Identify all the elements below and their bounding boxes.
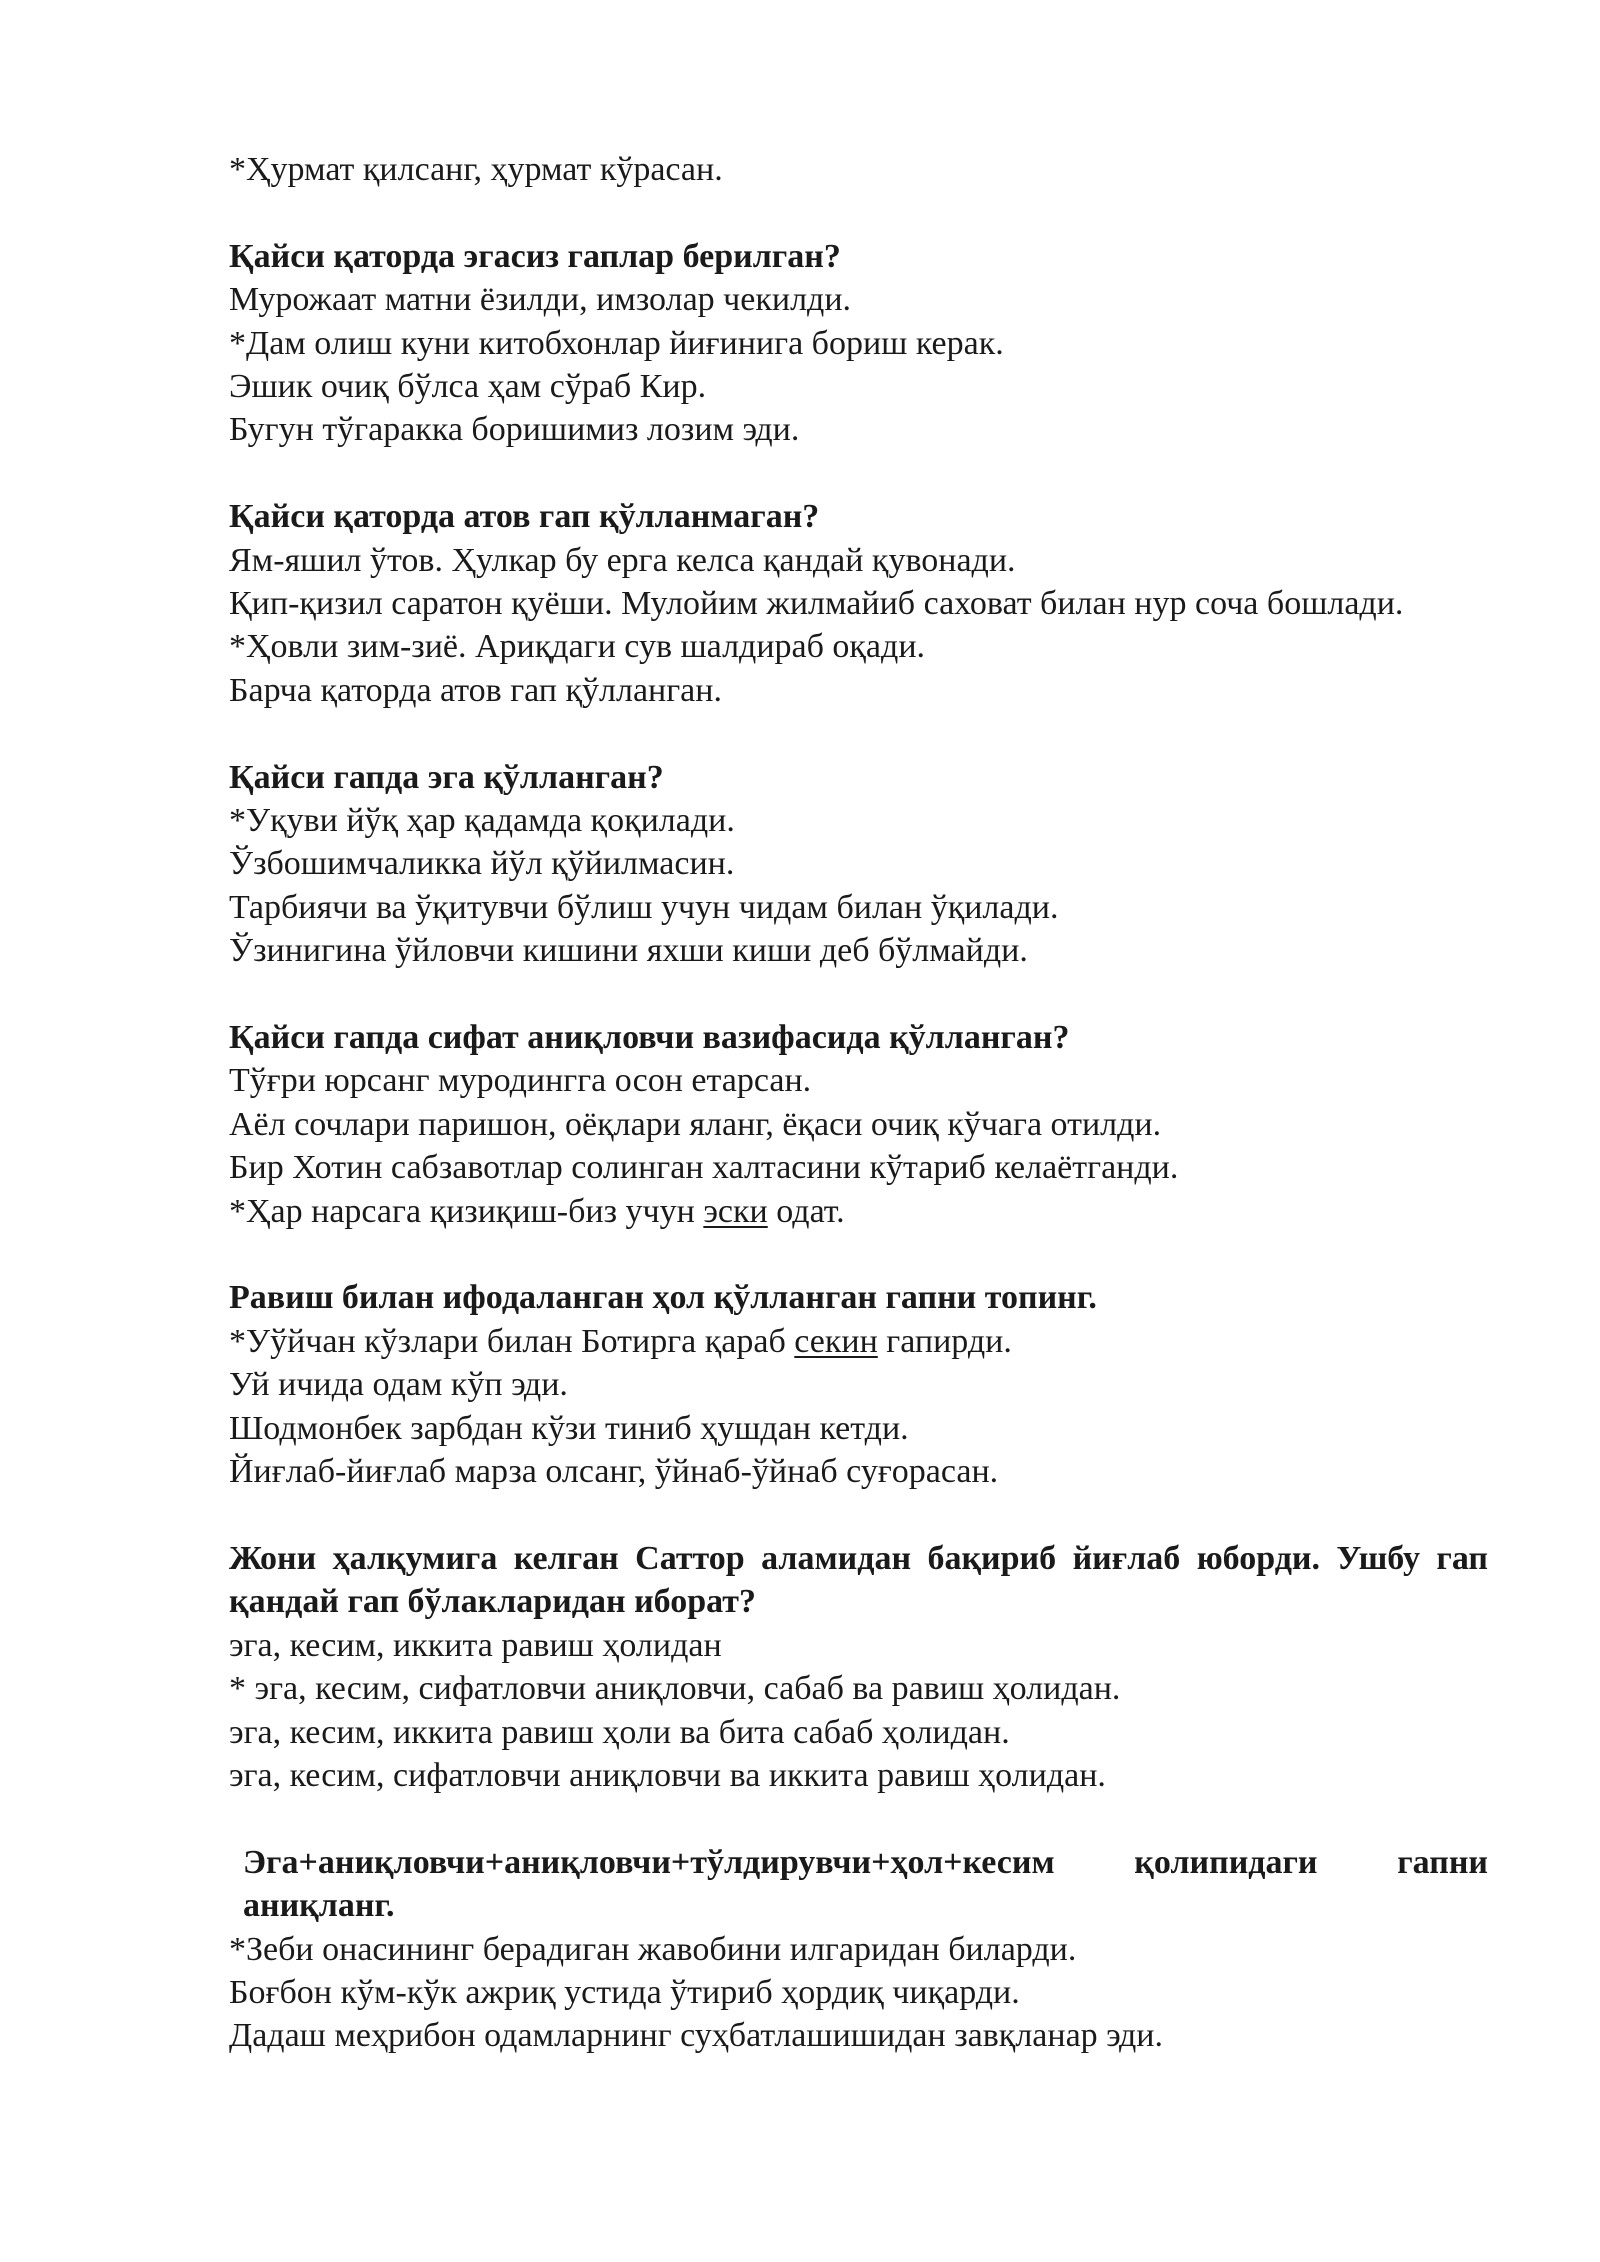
question-heading: Қайси қаторда атов гап қўлланмаган?: [229, 498, 820, 536]
answer-line: Дадаш меҳрибон одамларнинг суҳбатлашишидан завқланар эди.: [229, 2017, 1163, 2055]
answer-line: Барча қаторда атов гап қўлланган.: [229, 671, 722, 709]
answer-line: [229, 1320, 1488, 1363]
answer-line: Қип-қизил саратон қуёши. Мулойим жилмайиб саховат билан нур соча бошлади.: [229, 585, 1404, 623]
answer-line: Ўзинигина ўйловчи кишини яхши киши деб бўлмайди.: [229, 932, 1028, 970]
underlined-word: эски: [703, 1192, 768, 1230]
text-segment: гапирди.: [877, 1322, 1012, 1360]
text-segment: *Ҳар нарсага қизиқиш-биз учун: [229, 1192, 704, 1230]
answer-line: Аёл сочлари паришон, оёқлари яланг, ёқаси очиқ кўчага отилди.: [229, 1105, 1162, 1143]
spacer: [229, 452, 1488, 495]
answer-line: Уй ичида одам кўп эди.: [229, 1366, 568, 1404]
question-heading: Жони ҳалқумига келган Саттор аламидан бақириб йиғлаб юборди. Ушбу гап қандай гап бўлакларидан иборат?: [229, 1539, 1488, 1621]
spacer: [229, 1797, 1488, 1840]
document-page: [229, 148, 1488, 2058]
answer-line: Бугун тўгаракка боришимиз лозим эди.: [229, 411, 800, 449]
answer-line: *Дам олиш куни китобхонлар йиғинига бориш керак.: [229, 324, 1004, 362]
answer-line: * эга, кесим, сифатловчи аниқловчи, сабаб ва равиш ҳолидан.: [229, 1670, 1121, 1708]
answer-line: Тўғри юрсанг муродингга осон етарсан.: [229, 1062, 812, 1100]
answer-line: Мурожаат матни ёзилди, имзолар чекилди.: [229, 281, 852, 319]
spacer: [229, 712, 1488, 755]
answer-line: *Ҳурмат қилсанг, ҳурмат кўрасан.: [229, 151, 723, 188]
answer-line: Ям-яшил ўтов. Ҳулкар бу ерга келса қандай қувонади.: [229, 541, 1016, 579]
spacer: [229, 191, 1488, 234]
answer-line: Эшик очиқ бўлса ҳам сўраб Кир.: [229, 368, 707, 406]
answer-line: эга, кесим, иккита равиш ҳолидан: [229, 1626, 722, 1664]
answer-line: *Уқуви йўқ ҳар қадамда қоқилади.: [229, 802, 735, 840]
answer-line: Тарбиячи ва ўқитувчи бўлиш учун чидам билан ўқилади.: [229, 888, 1059, 926]
question-heading: Равиш билан ифодаланган ҳол қўлланган гапни топинг.: [229, 1279, 1097, 1317]
answer-line: *Зеби онасининг берадиган жавобини илгаридан биларди.: [229, 1930, 1077, 1968]
text-segment: одат.: [767, 1192, 845, 1230]
underlined-word: секин: [794, 1322, 878, 1360]
answer-line: Йиғлаб-йиғлаб марза олсанг, ўйнаб-ўйнаб суғорасан.: [229, 1453, 999, 1491]
answer-line: эга, кесим, сифатловчи аниқловчи ва иккита равиш ҳолидан.: [229, 1756, 1106, 1794]
answer-line: [229, 1190, 1488, 1233]
answer-line: Шодмонбек зарбдан кўзи тиниб ҳушдан кетди.: [229, 1409, 909, 1447]
question-heading: Қайси гапда эга қўлланган?: [229, 758, 664, 796]
spacer: [229, 1494, 1488, 1537]
question-heading: Қайси гапда сифат аниқловчи вазифасида қўлланган?: [229, 1019, 1070, 1057]
question-heading: Эга+аниқловчи+аниқловчи+тўлдирувчи+ҳол+кесим қолипидаги гапни аниқланг.: [243, 1843, 1488, 1925]
spacer: [229, 1233, 1488, 1276]
question-heading: Қайси қаторда эгасиз гаплар берилган?: [229, 237, 841, 275]
text-segment: *Уўйчан кўзлари билан Ботирга қараб: [229, 1322, 795, 1360]
answer-line: Ўзбошимчаликка йўл қўйилмасин.: [229, 845, 735, 883]
answer-line: эга, кесим, иккита равиш ҳоли ва бита сабаб ҳолидан.: [229, 1713, 1010, 1751]
answer-line: *Ҳовли зим-зиё. Ариқдаги сув шалдираб оқади.: [229, 628, 926, 666]
answer-line: Боғбон кўм-кўк ажриқ устида ўтириб ҳордиқ чиқарди.: [229, 1973, 1020, 2011]
answer-line: Бир Хотин сабзавотлар солинган халтасини кўтариб келаётганди.: [229, 1149, 1179, 1187]
spacer: [229, 973, 1488, 1016]
